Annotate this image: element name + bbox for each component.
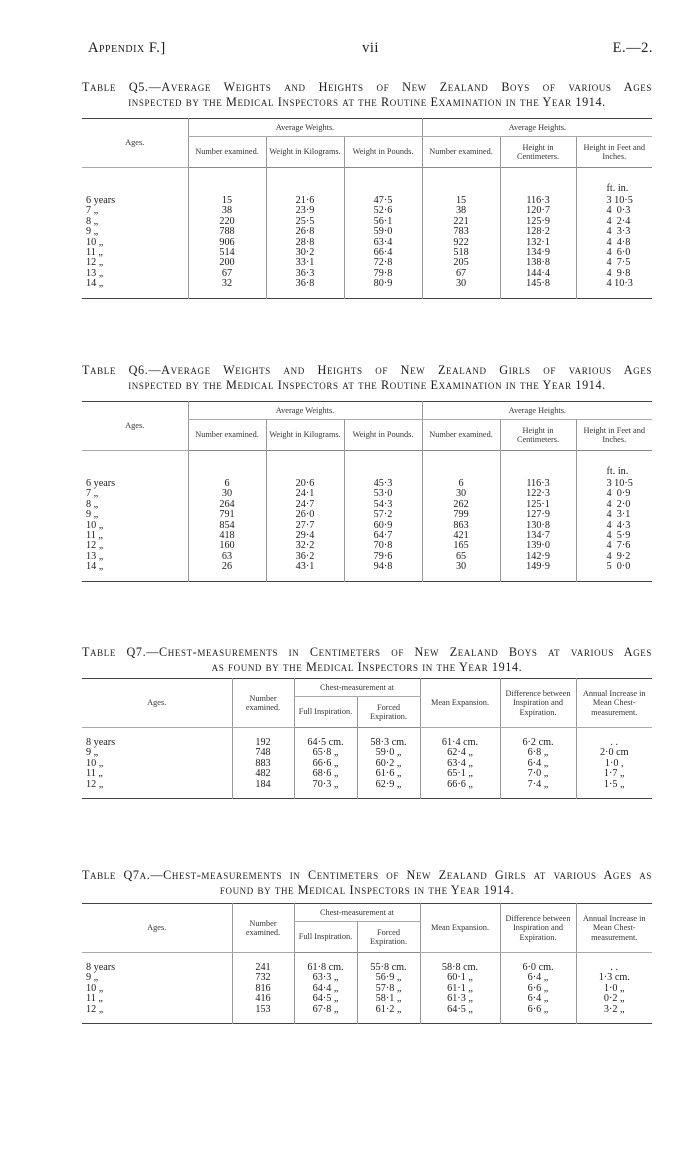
table-cell: 33·1 (266, 258, 344, 268)
table-row (82, 531, 652, 541)
table-row (82, 206, 652, 216)
table-cell: 6·4 „ (500, 994, 576, 1004)
table-q5 (82, 118, 652, 299)
table-q6-title: Table Q6.—Average Weights and Heights of New Zealand Girls of various Ages inspected by the Medical Inspectors at the Routine Examination in the Year 1914. (82, 363, 652, 392)
table-cell (500, 168, 576, 197)
table-cell: 94·8 (344, 562, 422, 581)
table-cell: 7·4 „ (500, 780, 576, 799)
table-cell: 63·3 „ (294, 973, 357, 983)
table-cell: 128·2 (500, 227, 576, 237)
table-cell: 65 (422, 552, 500, 562)
document-code: E.—2. (612, 40, 653, 56)
table-cell (82, 451, 188, 480)
table-row (82, 269, 652, 279)
table-row (82, 748, 652, 758)
table-cell: 4 10·3 (576, 279, 652, 298)
table-cell: 54·3 (344, 500, 422, 510)
table-cell: 165 (422, 541, 500, 551)
table-cell: 61·1 „ (420, 984, 500, 994)
table-cell: 36·2 (266, 552, 344, 562)
table-cell: 139·0 (500, 541, 576, 551)
table-cell (188, 451, 266, 480)
table-cell: 8 years (86, 737, 116, 748)
table-cell: 3 10·5 (576, 196, 652, 206)
table-cell: 788 (188, 227, 266, 237)
table-row (82, 759, 652, 769)
table-cell: 205 (422, 258, 500, 268)
table-cell: 15 (188, 196, 266, 206)
table-cell: 416 (232, 994, 294, 1004)
table-q5-title: Table Q5.—Average Weights and Heights of New Zealand Boys of various Ages inspected by the Medical Inspectors at the Routine Examination in the Year 1914. (82, 80, 652, 109)
cm-header: Height in Centimeters. (500, 137, 576, 168)
table-cell: 1·0 „ (576, 984, 652, 994)
table-cell: 127·9 (500, 510, 576, 520)
table-cell: 854 (188, 521, 266, 531)
table-cell: 7 „ (86, 205, 99, 217)
table-cell: 192 (232, 728, 294, 749)
table-cell: 132·1 (500, 238, 576, 248)
table-q7-title: Table Q7.—Chest-measurements in Centimeters of New Zealand Boys at various Ages as found by the Medical Inspectors in the Year 1914. (82, 645, 652, 674)
table-cell: 144·4 (500, 269, 576, 279)
table-cell: 10 „ (86, 519, 104, 531)
forced-header: Forced Expiration. (357, 697, 420, 728)
table-cell: 79·8 (344, 269, 422, 279)
table-cell: 10 „ (86, 757, 104, 769)
table-cell: 122·3 (500, 489, 576, 499)
table-cell: 8 „ (86, 215, 99, 227)
table-cell: 60·2 „ (357, 759, 420, 769)
number2-header: Number examined. (422, 137, 500, 168)
table-row (82, 984, 652, 994)
table-cell: 27·7 (266, 521, 344, 531)
table-cell: 1·5 „ (576, 780, 652, 799)
unit-label: ft. in. (576, 168, 652, 197)
table-cell: 883 (232, 759, 294, 769)
table-cell: 262 (422, 500, 500, 510)
table-cell: 12 „ (86, 778, 104, 790)
table-cell: 4 2·4 (576, 217, 652, 227)
table-cell: 58·1 „ (357, 994, 420, 1004)
table-cell: 6·8 „ (500, 748, 576, 758)
table-cell: 1·0 , (576, 759, 652, 769)
table-cell: 61·2 „ (357, 1005, 420, 1024)
table-cell: 43·1 (266, 562, 344, 581)
table-cell: 30·2 (266, 248, 344, 258)
table-cell: 12 „ (86, 540, 104, 552)
table-q6 (82, 401, 652, 582)
mean-header: Mean Expansion. (420, 679, 500, 728)
table-cell: 56·9 „ (357, 973, 420, 983)
table-cell: 64·5 „ (294, 994, 357, 1004)
table-cell: 15 (422, 196, 500, 206)
table-cell: 5 0·0 (576, 562, 652, 581)
table-cell: 12 „ (86, 1003, 104, 1015)
table-cell: 6 (422, 479, 500, 489)
table-cell: 61·3 „ (420, 994, 500, 1004)
table-cell: 149·9 (500, 562, 576, 581)
table-cell: 9 „ (86, 226, 99, 238)
table-cell: 116·3 (500, 196, 576, 206)
table-cell: 79·6 (344, 552, 422, 562)
table-cell: 906 (188, 238, 266, 248)
table-cell: 4 0·9 (576, 489, 652, 499)
table-cell: 418 (188, 531, 266, 541)
table-cell: 4 7·6 (576, 541, 652, 551)
table-cell: 13 „ (86, 267, 104, 279)
table-cell: 61·8 cm. (294, 953, 357, 974)
table-cell: 64·5 cm. (294, 728, 357, 749)
table-cell: 6·6 „ (500, 1005, 576, 1024)
table-q7a-title: Table Q7a.—Chest-measurements in Centimeters of New Zealand Girls at various Ages as found by the Medical Inspectors in the Year 1914. (82, 868, 652, 897)
chest-header: Chest-measurement at (294, 904, 420, 922)
number-header: Number examined. (188, 137, 266, 168)
table-cell: 7·0 „ (500, 769, 576, 779)
table-cell: 38 (188, 206, 266, 216)
table-cell: 58·3 cm. (357, 728, 420, 749)
table-cell: 142·9 (500, 552, 576, 562)
table-cell: 4 7·5 (576, 258, 652, 268)
table-cell: 55·8 cm. (357, 953, 420, 974)
table-cell: 6 (188, 479, 266, 489)
diff-header: Difference between Inspiration and Expiration. (500, 904, 576, 953)
table-cell: 63·4 (344, 238, 422, 248)
table-cell: 6·0 cm. (500, 953, 576, 974)
table-row (82, 238, 652, 248)
table-cell: 783 (422, 227, 500, 237)
table-cell: 9 „ (86, 972, 99, 984)
table-cell: 60·9 (344, 521, 422, 531)
table-cell: 264 (188, 500, 266, 510)
table-cell: 6·2 cm. (500, 728, 576, 749)
table-cell: 62·9 „ (357, 780, 420, 799)
table-cell: 57·8 „ (357, 984, 420, 994)
table-q7 (82, 678, 652, 799)
table-cell: 12 „ (86, 257, 104, 269)
ft-header: Height in Feet and Inches. (576, 420, 652, 451)
table-cell: 125·9 (500, 217, 576, 227)
full-header: Full Inspiration. (294, 697, 357, 728)
table-row (82, 500, 652, 510)
table-cell: 200 (188, 258, 266, 268)
table-cell: 11 „ (86, 993, 103, 1005)
table-cell: 65·1 „ (420, 769, 500, 779)
table-cell: 26 (188, 562, 266, 581)
number-header: Number examined. (232, 679, 294, 728)
table-cell: 30 (422, 489, 500, 499)
table-cell: 61·6 „ (357, 769, 420, 779)
table-cell: 24·7 (266, 500, 344, 510)
page-header (88, 40, 653, 60)
table-row (82, 552, 652, 562)
table-cell: 518 (422, 248, 500, 258)
table-cell: 6 years (86, 478, 116, 489)
table-cell: 10 „ (86, 982, 104, 994)
appendix-label: Appendix F.] (88, 40, 166, 56)
table-cell: 68·6 „ (294, 769, 357, 779)
unit-label: ft. in. (576, 451, 652, 480)
table-cell (422, 451, 500, 480)
number2-header: Number examined. (422, 420, 500, 451)
heights-header: Average Heights. (422, 119, 652, 137)
table-row (82, 479, 652, 489)
ft-header: Height in Feet and Inches. (576, 137, 652, 168)
table-cell (188, 168, 266, 197)
table-cell: 0·2 „ (576, 994, 652, 1004)
table-cell: 6·4 „ (500, 759, 576, 769)
table-cell: 70·8 (344, 541, 422, 551)
table-cell: 134·7 (500, 531, 576, 541)
table-cell: 421 (422, 531, 500, 541)
table-cell: 4 6·0 (576, 248, 652, 258)
table-cell: 120·7 (500, 206, 576, 216)
table-cell (422, 168, 500, 197)
table-cell: 160 (188, 541, 266, 551)
table-cell: 29·4 (266, 531, 344, 541)
table-cell (266, 451, 344, 480)
table-row (82, 994, 652, 1004)
table-cell: 26·8 (266, 227, 344, 237)
mean-header: Mean Expansion. (420, 904, 500, 953)
table-cell: 7 „ (86, 488, 99, 500)
table-row (82, 953, 652, 974)
table-cell (344, 168, 422, 197)
table-cell: 72·8 (344, 258, 422, 268)
table-cell: . . (576, 953, 652, 974)
table-cell: 36·8 (266, 279, 344, 298)
table-cell: 62·4 „ (420, 748, 500, 758)
table-cell: 66·6 „ (420, 780, 500, 799)
table-cell: 67·8 „ (294, 1005, 357, 1024)
forced-header: Forced Expiration. (357, 922, 420, 953)
cm-header: Height in Centimeters. (500, 420, 576, 451)
table-cell: 6·6 „ (500, 984, 576, 994)
table-cell: 9 „ (86, 509, 99, 521)
table-cell: 66·6 „ (294, 759, 357, 769)
heights-header: Average Heights. (422, 402, 652, 420)
number-header: Number examined. (188, 420, 266, 451)
table-row (82, 510, 652, 520)
table-cell: 47·5 (344, 196, 422, 206)
table-cell: 2·0 cm (576, 748, 652, 758)
table-cell: 3·2 „ (576, 1005, 652, 1024)
table-cell: 80·9 (344, 279, 422, 298)
page-number: vii (362, 40, 379, 56)
table-cell: 4 9·2 (576, 552, 652, 562)
full-header: Full Inspiration. (294, 922, 357, 953)
table-cell: 45·3 (344, 479, 422, 489)
table-row (82, 196, 652, 206)
table-cell (500, 451, 576, 480)
kg-header: Weight in Kilograms. (266, 420, 344, 451)
weights-header: Average Weights. (188, 402, 422, 420)
table-cell: 138·8 (500, 258, 576, 268)
table-cell: 23·9 (266, 206, 344, 216)
table-cell: 6 years (86, 195, 116, 206)
table-cell: 145·8 (500, 279, 576, 298)
table-row (82, 248, 652, 258)
table-cell: 64·7 (344, 531, 422, 541)
table-row (82, 769, 652, 779)
table-cell: 70·3 „ (294, 780, 357, 799)
table-cell: 11 „ (86, 768, 103, 780)
annual-header: Annual Increase in Mean Chest-measurement. (576, 679, 652, 728)
table-cell: 53·0 (344, 489, 422, 499)
table-cell: 67 (422, 269, 500, 279)
table-cell: 11 „ (86, 530, 103, 542)
table-cell: 4 3·1 (576, 510, 652, 520)
table-cell: 116·3 (500, 479, 576, 489)
table-cell: 58·8 cm. (420, 953, 500, 974)
diff-header: Difference between Inspiration and Expiration. (500, 679, 576, 728)
table-row (82, 521, 652, 531)
table-cell (266, 168, 344, 197)
table-cell: 56·1 (344, 217, 422, 227)
table-cell: 59·0 (344, 227, 422, 237)
table-cell: 4 5·9 (576, 531, 652, 541)
table-cell: 9 „ (86, 747, 99, 759)
table-row (82, 973, 652, 983)
table-cell: 748 (232, 748, 294, 758)
table-row (82, 279, 652, 298)
table-row (82, 217, 652, 227)
table-cell: 8 „ (86, 498, 99, 510)
table-cell: 1·7 „ (576, 769, 652, 779)
table-cell: 1·3 cm. (576, 973, 652, 983)
table-row (82, 541, 652, 551)
table-cell: 32·2 (266, 541, 344, 551)
table-cell: 63·4 „ (420, 759, 500, 769)
kg-header: Weight in Kilograms. (266, 137, 344, 168)
ages-header: Ages. (82, 119, 188, 168)
table-row (82, 728, 652, 749)
table-cell: 30 (422, 562, 500, 581)
table-cell: 20·6 (266, 479, 344, 489)
table-cell: 241 (232, 953, 294, 974)
table-cell: 36·3 (266, 269, 344, 279)
table-q7a (82, 903, 652, 1024)
table-cell: 134·9 (500, 248, 576, 258)
table-cell: 14 „ (86, 561, 104, 573)
table-cell: 30 (422, 279, 500, 298)
table-cell: 60·1 „ (420, 973, 500, 983)
table-cell: 28·8 (266, 238, 344, 248)
table-cell: 10 „ (86, 236, 104, 248)
table-cell: 4 9·8 (576, 269, 652, 279)
table-cell: 24·1 (266, 489, 344, 499)
table-cell (344, 451, 422, 480)
table-cell: 4 0·3 (576, 206, 652, 216)
table-cell: 38 (422, 206, 500, 216)
table-cell: 130·8 (500, 521, 576, 531)
table-cell: 8 years (86, 962, 116, 973)
table-cell (82, 168, 188, 197)
table-row (82, 562, 652, 581)
table-cell: 799 (422, 510, 500, 520)
table-cell: 4 2·0 (576, 500, 652, 510)
table-cell: 4 3·3 (576, 227, 652, 237)
table-cell: 4 4·8 (576, 238, 652, 248)
table-cell: 732 (232, 973, 294, 983)
table-cell: 67 (188, 269, 266, 279)
table-cell: 14 „ (86, 278, 104, 290)
table-cell: 3 10·5 (576, 479, 652, 489)
table-row (82, 780, 652, 799)
table-cell: 52·6 (344, 206, 422, 216)
table-cell: 922 (422, 238, 500, 248)
table-cell: 153 (232, 1005, 294, 1024)
table-row (82, 1005, 652, 1024)
ages-header: Ages. (82, 904, 232, 953)
table-cell: 64·4 „ (294, 984, 357, 994)
chest-header: Chest-measurement at (294, 679, 420, 697)
table-cell: 25·5 (266, 217, 344, 227)
table-cell: 514 (188, 248, 266, 258)
table-cell: 125·1 (500, 500, 576, 510)
table-cell: 59·0 „ (357, 748, 420, 758)
number-header: Number examined. (232, 904, 294, 953)
table-cell: 32 (188, 279, 266, 298)
ages-header: Ages. (82, 402, 188, 451)
table-cell: 221 (422, 217, 500, 227)
table-cell: 11 „ (86, 247, 103, 259)
table-cell: 13 „ (86, 550, 104, 562)
table-cell: 26·0 (266, 510, 344, 520)
lb-header: Weight in Pounds. (344, 137, 422, 168)
table-row (82, 258, 652, 268)
table-cell: 63 (188, 552, 266, 562)
table-cell: 184 (232, 780, 294, 799)
table-cell: 791 (188, 510, 266, 520)
table-cell: 66·4 (344, 248, 422, 258)
table-row (82, 489, 652, 499)
table-cell: 816 (232, 984, 294, 994)
table-cell: 4 4·3 (576, 521, 652, 531)
table-row (82, 227, 652, 237)
table-cell: 64·5 „ (420, 1005, 500, 1024)
table-cell: 57·2 (344, 510, 422, 520)
lb-header: Weight in Pounds. (344, 420, 422, 451)
weights-header: Average Weights. (188, 119, 422, 137)
table-cell: 482 (232, 769, 294, 779)
table-cell: . . (576, 728, 652, 749)
table-cell: 65·8 „ (294, 748, 357, 758)
table-cell: 6·4 „ (500, 973, 576, 983)
table-cell: 863 (422, 521, 500, 531)
annual-header: Annual Increase in Mean Chest-measurement. (576, 904, 652, 953)
ages-header: Ages. (82, 679, 232, 728)
table-cell: 220 (188, 217, 266, 227)
table-cell: 30 (188, 489, 266, 499)
table-cell: 61·4 cm. (420, 728, 500, 749)
table-cell: 21·6 (266, 196, 344, 206)
